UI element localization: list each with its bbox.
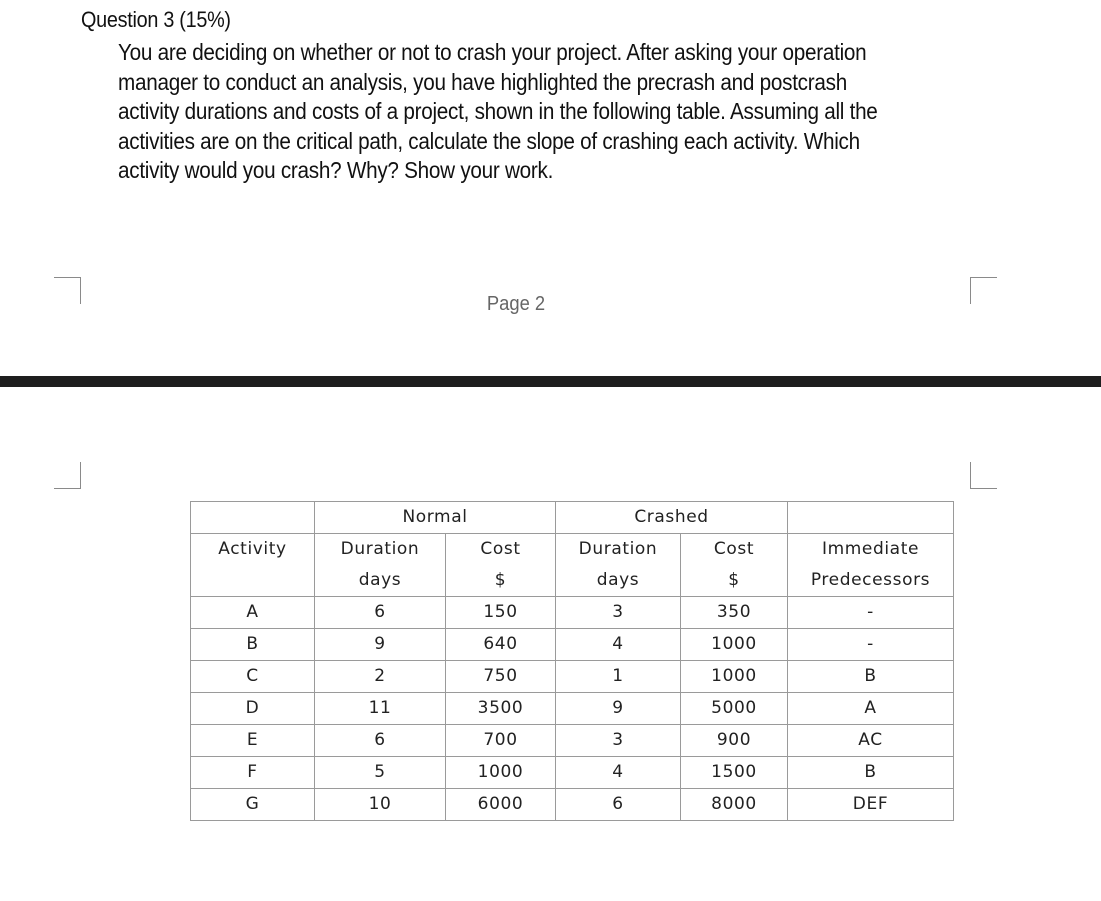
table-header-crashed-duration-unit: days: [556, 565, 681, 597]
cell-normal-cost: 150: [446, 597, 556, 629]
cell-crashed-duration: 3: [556, 725, 681, 757]
question-heading: Question 3 (15%): [81, 7, 231, 32]
table-header-crashed-cost-unit: $: [681, 565, 788, 597]
cell-predecessors: -: [788, 597, 954, 629]
cell-crashed-cost: 900: [681, 725, 788, 757]
cell-crashed-cost: 350: [681, 597, 788, 629]
table-group-header-normal: Normal: [315, 502, 556, 534]
table-header-blank: [191, 565, 315, 597]
question-text-line: activity would you crash? Why? Show your work.: [118, 157, 554, 183]
page-number-label: Page 2: [486, 293, 546, 315]
table-row: [191, 693, 954, 725]
table-group-header-crashed: Crashed: [556, 502, 788, 534]
cell-crashed-cost: 1000: [681, 661, 788, 693]
table-row: [191, 629, 954, 661]
cell-activity: F: [191, 757, 315, 789]
cell-predecessors: DEF: [788, 789, 954, 821]
cell-predecessors: AC: [788, 725, 954, 757]
page-break-separator: [0, 376, 1101, 387]
cell-normal-duration: 5: [315, 757, 446, 789]
cell-normal-cost: 3500: [446, 693, 556, 725]
cell-normal-cost: 640: [446, 629, 556, 661]
question-text: [118, 38, 955, 186]
cell-activity: G: [191, 789, 315, 821]
table-header-blank: [191, 502, 315, 534]
cell-crashed-cost: 8000: [681, 789, 788, 821]
table-header-normal-duration: Duration: [315, 534, 446, 566]
table-row: [191, 725, 954, 757]
cell-predecessors: -: [788, 629, 954, 661]
cell-normal-cost: 6000: [446, 789, 556, 821]
cell-activity: B: [191, 629, 315, 661]
cell-normal-duration: 10: [315, 789, 446, 821]
cell-crashed-duration: 6: [556, 789, 681, 821]
cell-activity: A: [191, 597, 315, 629]
table-header-crashed-duration: Duration: [556, 534, 681, 566]
table-row: [191, 757, 954, 789]
cell-crashed-duration: 3: [556, 597, 681, 629]
cell-activity: C: [191, 661, 315, 693]
cell-normal-duration: 11: [315, 693, 446, 725]
margin-corner-mark: [54, 462, 81, 489]
question-text-line: activity durations and costs of a project, shown in the following table. Assuming all the: [118, 98, 878, 124]
cell-normal-cost: 1000: [446, 757, 556, 789]
cell-activity: D: [191, 693, 315, 725]
table-header-normal-cost-unit: $: [446, 565, 556, 597]
table-header-crashed-cost: Cost: [681, 534, 788, 566]
table-header-normal-duration-unit: days: [315, 565, 446, 597]
table-header-predecessors: Immediate: [788, 534, 954, 566]
cell-predecessors: A: [788, 693, 954, 725]
activity-crash-table: [190, 501, 954, 821]
cell-predecessors: B: [788, 757, 954, 789]
cell-normal-duration: 6: [315, 597, 446, 629]
table-row: [191, 789, 954, 821]
cell-crashed-duration: 1: [556, 661, 681, 693]
table-row: [191, 597, 954, 629]
table-header-predecessors-line2: Predecessors: [788, 565, 954, 597]
table-header-normal-cost: Cost: [446, 534, 556, 566]
cell-crashed-cost: 1000: [681, 629, 788, 661]
cell-crashed-cost: 5000: [681, 693, 788, 725]
cell-crashed-cost: 1500: [681, 757, 788, 789]
cell-crashed-duration: 4: [556, 757, 681, 789]
cell-activity: E: [191, 725, 315, 757]
cell-normal-duration: 6: [315, 725, 446, 757]
question-text-line: You are deciding on whether or not to crash your project. After asking your operation: [118, 39, 867, 65]
table-row: [191, 661, 954, 693]
cell-normal-duration: 2: [315, 661, 446, 693]
table-header-activity: Activity: [191, 534, 315, 566]
cell-crashed-duration: 4: [556, 629, 681, 661]
table-header-blank: [788, 502, 954, 534]
margin-corner-mark: [970, 462, 997, 489]
question-text-line: manager to conduct an analysis, you have highlighted the precrash and postcrash: [118, 68, 847, 95]
cell-normal-cost: 750: [446, 661, 556, 693]
cell-predecessors: B: [788, 661, 954, 693]
question-text-line: activities are on the critical path, calculate the slope of crashing each activity. Which: [118, 127, 860, 154]
cell-normal-duration: 9: [315, 629, 446, 661]
cell-normal-cost: 700: [446, 725, 556, 757]
cell-crashed-duration: 9: [556, 693, 681, 725]
